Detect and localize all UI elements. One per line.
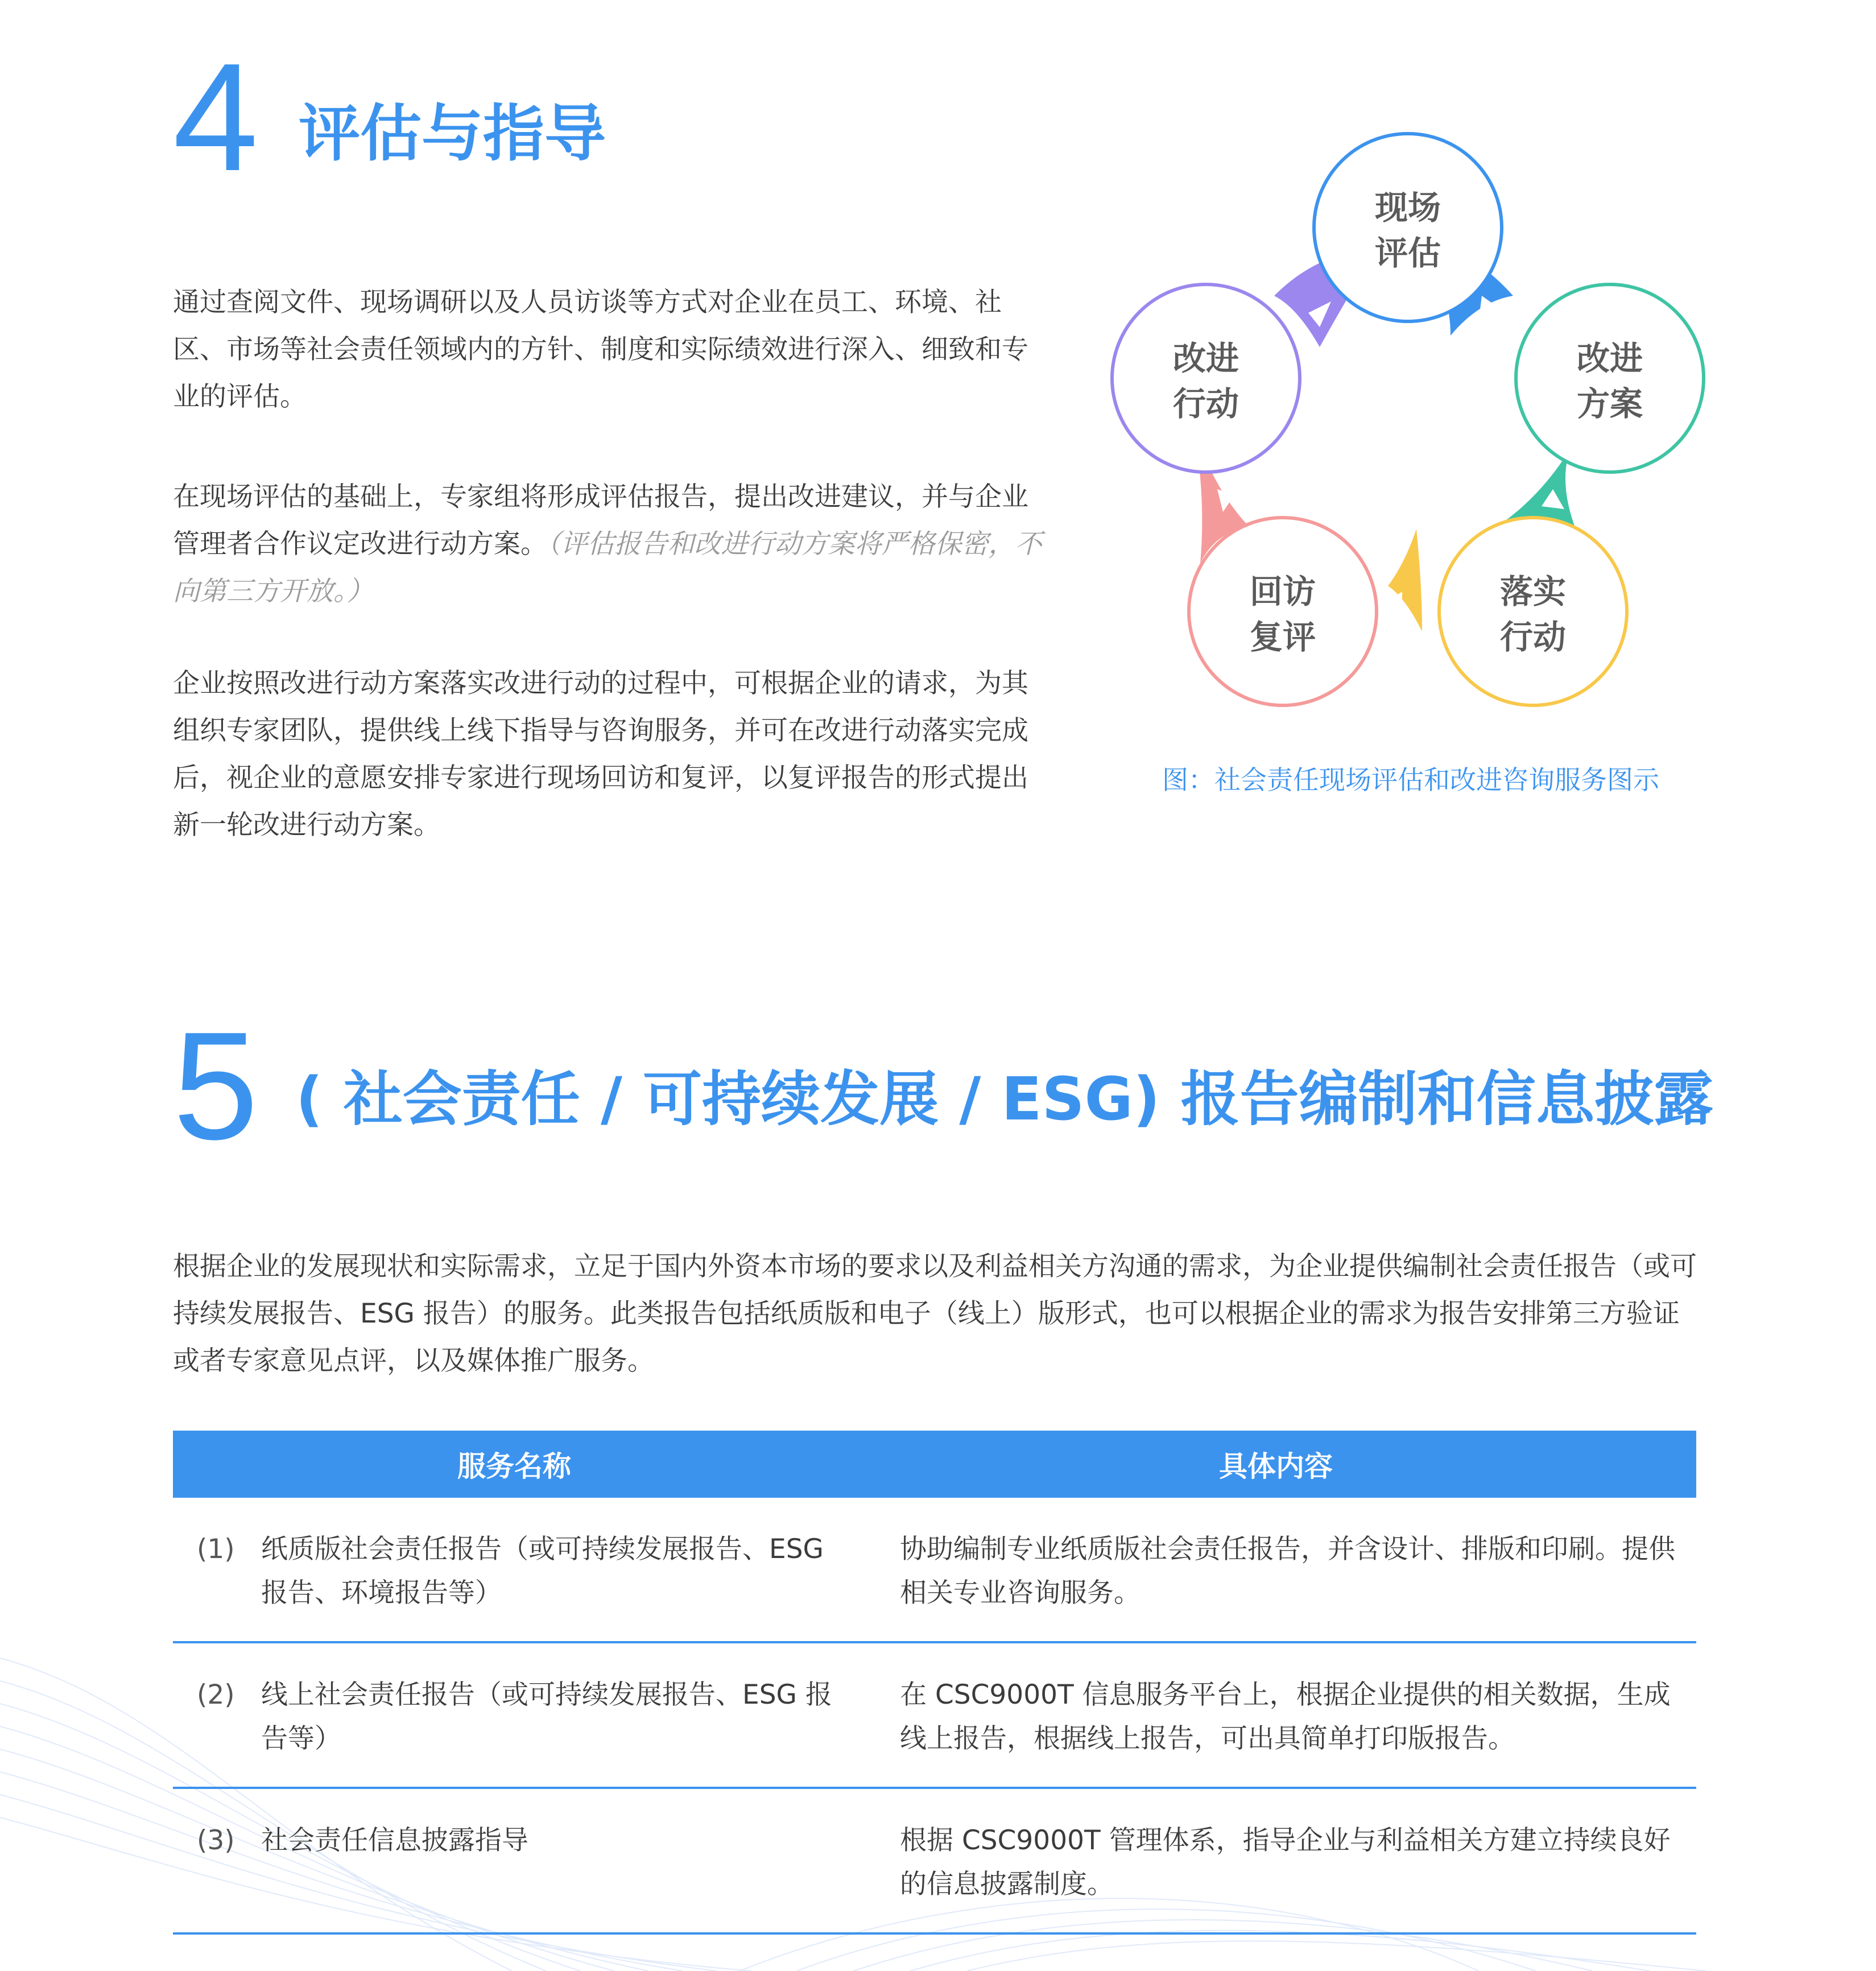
paragraph-2-text: 在现场评估的基础上，专家组将形成评估报告，提出改进建议，并与企业管理者合作议定改进行动方案。 xyxy=(173,481,1028,560)
node-4-line1: 回访 xyxy=(1249,572,1316,611)
node-1-line2: 评估 xyxy=(1374,234,1441,272)
row-service-name: 社会责任信息披露指导 xyxy=(261,1825,528,1856)
row-number: (2) xyxy=(197,1679,235,1710)
row-service-name: 线上社会责任报告（或可持续发展报告、ESG 报告等） xyxy=(261,1679,832,1754)
row-number: (1) xyxy=(197,1534,235,1565)
section-5-number: 5 xyxy=(173,1001,259,1172)
section-4-title: 评估与指导 xyxy=(299,98,606,170)
diagram-caption: 图：社会责任现场评估和改进咨询服务图示 xyxy=(1162,765,1659,795)
arrow-4 xyxy=(1385,592,1402,614)
node-revisit-review xyxy=(1189,518,1377,705)
row-content: 协助编制专业纸质版社会责任报告，并含设计、排版和印刷。提供相关专业咨询服务。 xyxy=(900,1534,1675,1609)
node-4-line2: 复评 xyxy=(1249,618,1316,656)
node-improvement-plan xyxy=(1516,284,1704,472)
table-row xyxy=(173,1643,1696,1789)
node-3-line1: 落实 xyxy=(1499,572,1567,611)
row-content: 在 CSC9000T 信息服务平台上，根据企业提供的相关数据，生成线上报告，根据线上报告，可出具简单打印版报告。 xyxy=(900,1679,1671,1754)
header-service-name: 服务名称 xyxy=(457,1450,571,1483)
section-4-number: 4 xyxy=(173,32,259,203)
table-row xyxy=(173,1789,1696,1935)
section-4-paragraph-1: 通过查阅文件、现场调研以及人员访谈等方式对企业在员工、环境、社区、市场等社会责任领域内的方针、制度和实际绩效进行深入、细致和专业的评估。 xyxy=(173,287,1028,412)
node-1-line1: 现场 xyxy=(1374,188,1441,227)
node-3-line2: 行动 xyxy=(1499,618,1567,656)
cycle-diagram xyxy=(1104,131,1706,722)
section-5-intro: 根据企业的发展现状和实际需求，立足于国内外资本市场的要求以及利益相关方沟通的需求，为企业提供编制社会责任报告（或可持续发展报告、ESG 报告）的服务。此类报告包括纸质版和电子（线上）版形式，也可以根据企业的需求为报告安排第三方验证或者专家意见点评，以及媒体推广服务。 xyxy=(173,1251,1697,1377)
header-content: 具体内容 xyxy=(1219,1450,1333,1483)
node-2-line2: 方案 xyxy=(1576,385,1643,423)
section-4-paragraph-2 xyxy=(173,473,1043,615)
connector-yellow xyxy=(1388,529,1422,631)
node-5-line1: 改进 xyxy=(1172,339,1239,378)
node-2-line1: 改进 xyxy=(1576,339,1643,378)
row-service-name: 纸质版社会责任报告（或可持续发展报告、ESG 报告、环境报告等） xyxy=(261,1534,824,1609)
node-onsite-assessment xyxy=(1314,134,1502,321)
table-row xyxy=(173,1498,1696,1643)
section-5-title: ( 社会责任 / 可持续发展 / ESG) 报告编制和信息披露 xyxy=(296,1064,1713,1134)
node-implement-action xyxy=(1439,518,1627,705)
row-content: 根据 CSC9000T 管理体系，指导企业与利益相关方建立持续良好的信息披露制度。 xyxy=(900,1825,1671,1900)
paragraph-2-note: （评估报告和改进行动方案将严格保密，不向第三方开放。） xyxy=(173,528,1042,607)
table-header xyxy=(173,1431,1696,1498)
section-4-paragraph-3: 企业按照改进行动方案落实改进行动的过程中，可根据企业的请求，为其组织专家团队，提供线上线下指导与咨询服务，并可在改进行动落实完成后，视企业的意愿安排专家进行现场回访和复评，以复评报告的形式提出新一轮改进行动方案。 xyxy=(173,668,1028,841)
services-table xyxy=(173,1431,1696,1935)
node-5-line2: 行动 xyxy=(1172,385,1239,423)
node-improvement-action xyxy=(1112,284,1300,472)
row-number: (3) xyxy=(197,1825,235,1856)
